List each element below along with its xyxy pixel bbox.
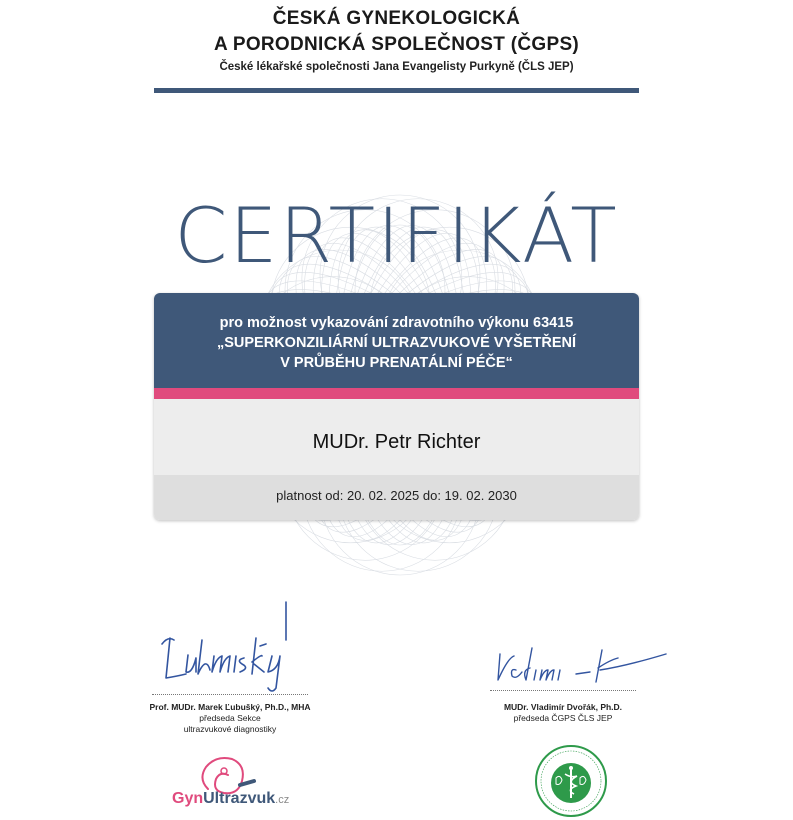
header-divider (154, 88, 639, 93)
purpose-box (154, 293, 639, 388)
signer-left (120, 702, 340, 735)
signer-right-role-1: předseda ČGPS ČLS JEP (513, 713, 613, 723)
signer-left-name: Prof. MUDr. Marek Ľubušký, Ph.D., MHA (149, 702, 311, 712)
signer-right (463, 702, 663, 724)
purpose-line-1: pro možnost vykazování zdravotního výkonu 63415 (219, 315, 574, 331)
certificate-title: CERTIFIKÁT (174, 191, 619, 280)
signature-left (148, 600, 308, 695)
holder-name: MUDr. Petr Richter (312, 431, 481, 453)
purpose-line-3: V PRŮBĚHU PRENATÁLNÍ PÉČE“ (280, 355, 513, 371)
signature-right (486, 640, 676, 690)
signature-line-right (490, 690, 636, 691)
validity-box (154, 475, 639, 520)
signature-line-left (152, 694, 308, 695)
logo-part-ultrazvuk: Ultrazvuk (203, 790, 276, 807)
accent-stripe (154, 388, 639, 399)
certificate-panel (154, 293, 639, 520)
cgps-seal-icon (534, 744, 608, 818)
organization-subtitle: České lékařské společnosti Jana Evangelisty Purkyně (ČLS JEP) (219, 61, 574, 73)
holder-box (154, 399, 639, 475)
signer-left-role-2: ultrazvukové diagnostiky (183, 724, 277, 734)
organization-name-line1: ČESKÁ GYNEKOLOGICKÁ (272, 8, 521, 29)
gynultrazvuk-logo (172, 790, 289, 808)
signer-left-role-1: předseda Sekce (199, 713, 261, 723)
logo-part-domain: .cz (275, 794, 290, 806)
purpose-line-2: „SUPERKONZILIÁRNÍ ULTRAZVUKOVÉ VYŠETŘENÍ (216, 335, 577, 351)
validity-period: platnost od: 20. 02. 2025 do: 19. 02. 2030 (276, 488, 517, 503)
logo-part-gyn: Gyn (172, 790, 204, 807)
signer-right-name: MUDr. Vladimír Dvořák, Ph.D. (503, 702, 623, 712)
organization-name-line2: A PORODNICKÁ SPOLEČNOST (ČGPS) (213, 34, 580, 55)
